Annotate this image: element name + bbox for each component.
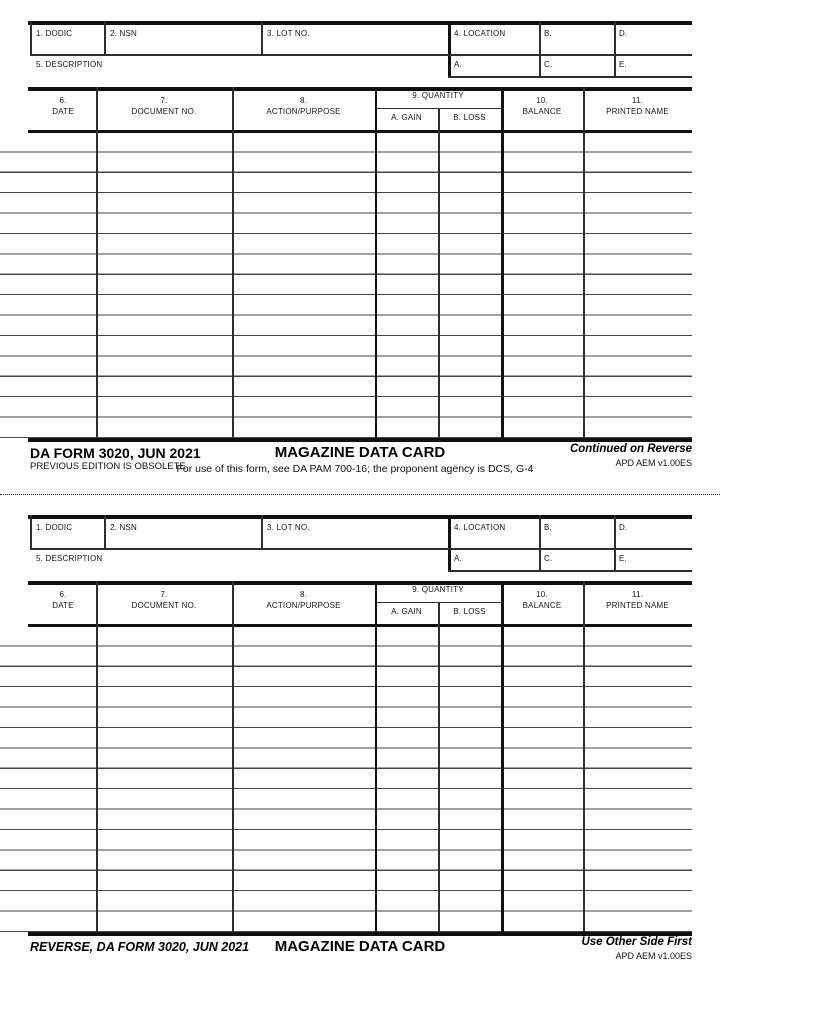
box-b-field[interactable] [541, 25, 613, 54]
col-document-label: DOCUMENT NO. [131, 600, 197, 610]
location-label: 4. LOCATION [454, 523, 506, 532]
box-e-field[interactable] [616, 551, 692, 570]
form-number-reverse: REVERSE, DA FORM 3020, JUN 2021 [30, 940, 250, 954]
box-b-label: B. [544, 29, 552, 38]
header-row2-bottom-line [448, 76, 692, 78]
col-printed-name-number: 11. [631, 590, 644, 599]
col-gain-header [375, 607, 438, 618]
table-top-border [28, 87, 692, 91]
col-balance-header [501, 96, 583, 117]
nsn-field[interactable] [106, 519, 260, 548]
col-action-header [232, 590, 375, 611]
box-a-label: A. [454, 60, 462, 69]
gain-loss-divider [438, 108, 440, 439]
col-document-header [96, 96, 232, 117]
header-row2-bottom-line [448, 570, 692, 572]
col-loss-header [438, 607, 501, 618]
description-field[interactable] [31, 551, 447, 579]
col-document-header [96, 590, 232, 611]
dodic-label: 1. DODIC [36, 523, 73, 532]
col-date-header [30, 590, 96, 611]
box-b-label: B. [544, 523, 552, 532]
location-field[interactable] [452, 519, 538, 548]
col-action-header [232, 96, 375, 117]
apd-version-reverse: APD AEM v1.00ES [615, 951, 692, 961]
date-column-divider [96, 87, 98, 438]
box-c-label: C. [544, 60, 553, 69]
box-d-label: D. [619, 523, 628, 532]
form-title-reverse: MAGAZINE DATA CARD [274, 938, 446, 955]
col-balance-number: 10. [536, 96, 548, 105]
use-other-side-note: Use Other Side First [581, 936, 692, 948]
col-date-number: 6. [59, 96, 67, 105]
form-title-front: MAGAZINE DATA CARD [274, 444, 446, 461]
quantity-balance-divider [501, 581, 504, 932]
col-printed-name-label: PRINTED NAME [606, 600, 669, 610]
col-quantity-label: 9. QUANTITY [412, 585, 464, 594]
document-column-divider [232, 581, 234, 932]
location-field[interactable] [452, 25, 538, 54]
col-balance-label: BALANCE [522, 600, 562, 610]
box-c-field[interactable] [541, 57, 613, 76]
col-date-label: DATE [52, 600, 74, 610]
dodic-field[interactable] [31, 519, 103, 548]
col-printed-name-header [583, 590, 692, 611]
quantity-balance-divider [501, 87, 504, 438]
record-rows-area[interactable] [0, 132, 692, 438]
col-document-number: 7. [160, 96, 168, 105]
date-column-divider [96, 581, 98, 932]
nsn-label: 2. NSN [110, 29, 137, 38]
col-date-number: 6. [59, 590, 67, 599]
continued-on-reverse-note: Continued on Reverse [569, 443, 692, 455]
col-action-label: ACTION/PURPOSE [266, 600, 341, 610]
col-action-number: 8. [299, 590, 308, 599]
col-loss-label: B. LOSS [453, 607, 486, 616]
balance-printed-divider [583, 581, 585, 932]
nsn-label: 2. NSN [110, 523, 137, 532]
lot-no-field[interactable] [263, 25, 447, 54]
form-number-front: DA FORM 3020, JUN 2021 [30, 445, 201, 461]
col-balance-label: BALANCE [522, 106, 562, 116]
gain-loss-divider [438, 602, 440, 933]
box-b-field[interactable] [541, 519, 613, 548]
record-rows-area[interactable] [0, 626, 692, 932]
table-top-border [28, 581, 692, 585]
box-e-label: E. [619, 60, 627, 69]
description-field[interactable] [31, 57, 447, 85]
col-date-label: DATE [52, 106, 74, 116]
action-quantity-divider [375, 581, 378, 932]
col-printed-name-header [583, 96, 692, 117]
col-quantity-header [375, 585, 501, 596]
col-document-label: DOCUMENT NO. [131, 106, 197, 116]
location-label: 4. LOCATION [454, 29, 506, 38]
col-printed-name-number: 11. [631, 96, 644, 105]
col-gain-label: A. GAIN [391, 113, 422, 122]
header-row1-bottom-line [30, 54, 692, 56]
action-quantity-divider [375, 87, 378, 438]
box-c-label: C. [544, 554, 553, 563]
box-d-label: D. [619, 29, 628, 38]
form-reverse [0, 494, 819, 988]
form-front [0, 0, 819, 494]
dodic-field[interactable] [31, 25, 103, 54]
box-a-field[interactable] [452, 551, 538, 570]
lot-location-divider [448, 21, 451, 78]
box-a-label: A. [454, 554, 462, 563]
col-printed-name-label: PRINTED NAME [606, 106, 669, 116]
col-balance-header [501, 590, 583, 611]
box-d-field[interactable] [616, 519, 692, 548]
col-document-number: 7. [160, 590, 168, 599]
box-a-field[interactable] [452, 57, 538, 76]
usage-note: For use of this form, see DA PAM 700-16; the proponent agency is DCS, G-4 [176, 462, 534, 475]
header-row1-bottom-line [30, 548, 692, 550]
edition-note: PREVIOUS EDITION IS OBSOLETE [30, 461, 186, 472]
nsn-field[interactable] [106, 25, 260, 54]
col-action-label: ACTION/PURPOSE [266, 106, 341, 116]
col-gain-label: A. GAIN [391, 607, 422, 616]
box-c-field[interactable] [541, 551, 613, 570]
col-gain-header [375, 113, 438, 124]
col-balance-number: 10. [536, 590, 548, 599]
description-label: 5. DESCRIPTION [36, 60, 103, 69]
lot-no-field[interactable] [263, 519, 447, 548]
table-bottom-border [28, 438, 692, 442]
box-d-field[interactable] [616, 25, 692, 54]
lot-no-label: 3. LOT NO. [267, 523, 310, 532]
apd-version-front: APD AEM v1.00ES [615, 458, 692, 468]
balance-printed-divider [583, 87, 585, 438]
col-date-header [30, 96, 96, 117]
col-quantity-header [375, 91, 501, 102]
document-column-divider [232, 87, 234, 438]
col-loss-label: B. LOSS [453, 113, 486, 122]
lot-no-label: 3. LOT NO. [267, 29, 310, 38]
col-action-number: 8. [299, 96, 308, 105]
lot-location-divider [448, 515, 451, 572]
description-label: 5. DESCRIPTION [36, 554, 103, 563]
col-quantity-label: 9. QUANTITY [412, 91, 464, 100]
box-e-label: E. [619, 554, 627, 563]
box-e-field[interactable] [616, 57, 692, 76]
dodic-label: 1. DODIC [36, 29, 73, 38]
col-loss-header [438, 113, 501, 124]
